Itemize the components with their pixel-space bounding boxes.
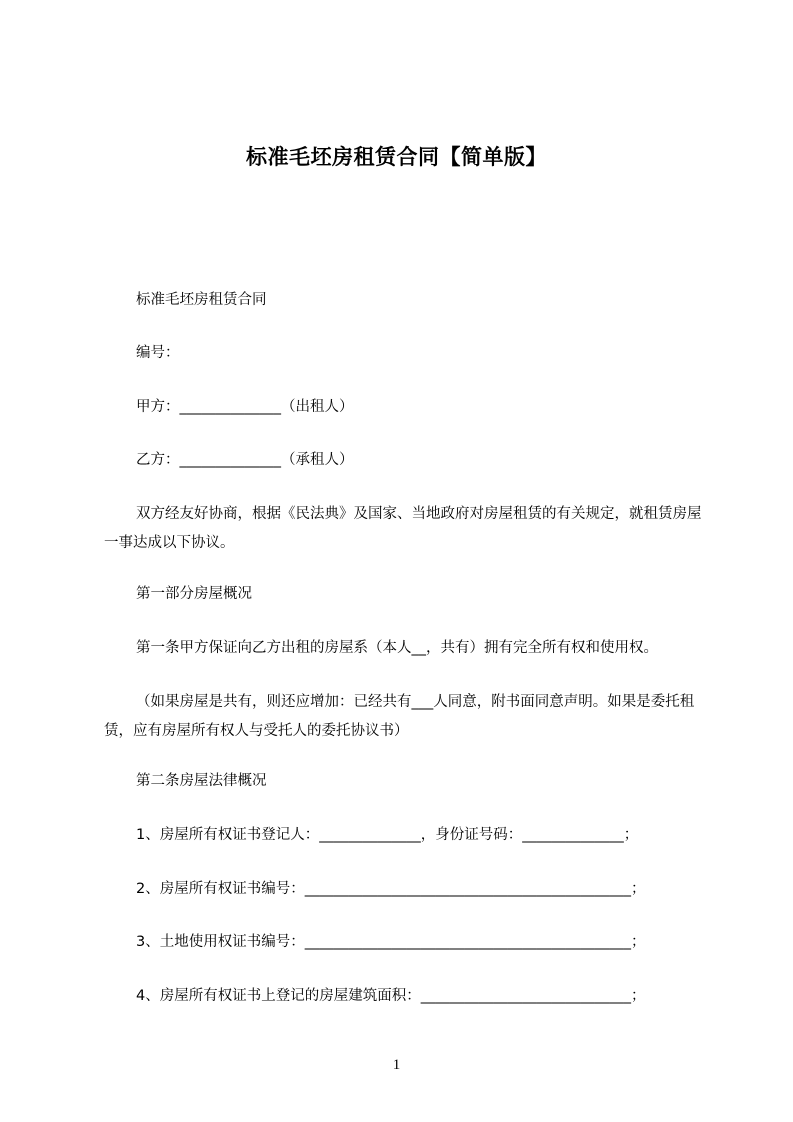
section-heading-property-overview: 第一部分房屋概况 xyxy=(136,586,252,602)
page-number: 1 xyxy=(392,1057,401,1073)
contract-number-line: 编号： xyxy=(136,345,180,361)
article-2-heading: 第二条房屋法律概况 xyxy=(136,773,267,789)
document-title: 标准毛坯房租赁合同【简单版】 xyxy=(246,145,547,169)
party-b-line: 乙方：______________（承租人） xyxy=(136,452,354,468)
item-3-land-certificate-line: 3、土地使用权证书编号：_____________________________________________； xyxy=(136,934,646,950)
co-ownership-note-paragraph: （如果房屋是共有，则还应增加：已经共有___人同意，附书面同意声明。如果是委托租赁，应有房屋所有权人与受托人的委托协议书） xyxy=(104,694,695,739)
item-4-floor-area-line: 4、房屋所有权证书上登记的房屋建筑面积：_____________________________； xyxy=(136,988,646,1004)
item-2-certificate-number-line: 2、房屋所有权证书编号：_____________________________________________； xyxy=(136,881,646,897)
preamble-paragraph: 双方经友好协商，根据《民法典》及国家、当地政府对房屋租赁的有关规定，就租赁房屋一事达成以下协议。 xyxy=(104,506,702,551)
party-a-line: 甲方：______________（出租人） xyxy=(136,399,354,415)
article-1-paragraph: 第一条甲方保证向乙方出租的房屋系（本人__，共有）拥有完全所有权和使用权。 xyxy=(136,640,658,656)
contract-heading: 标准毛坯房租赁合同 xyxy=(136,292,267,308)
item-1-registrant-line: 1、房屋所有权证书登记人：______________，身份证号码：______________； xyxy=(136,827,639,843)
